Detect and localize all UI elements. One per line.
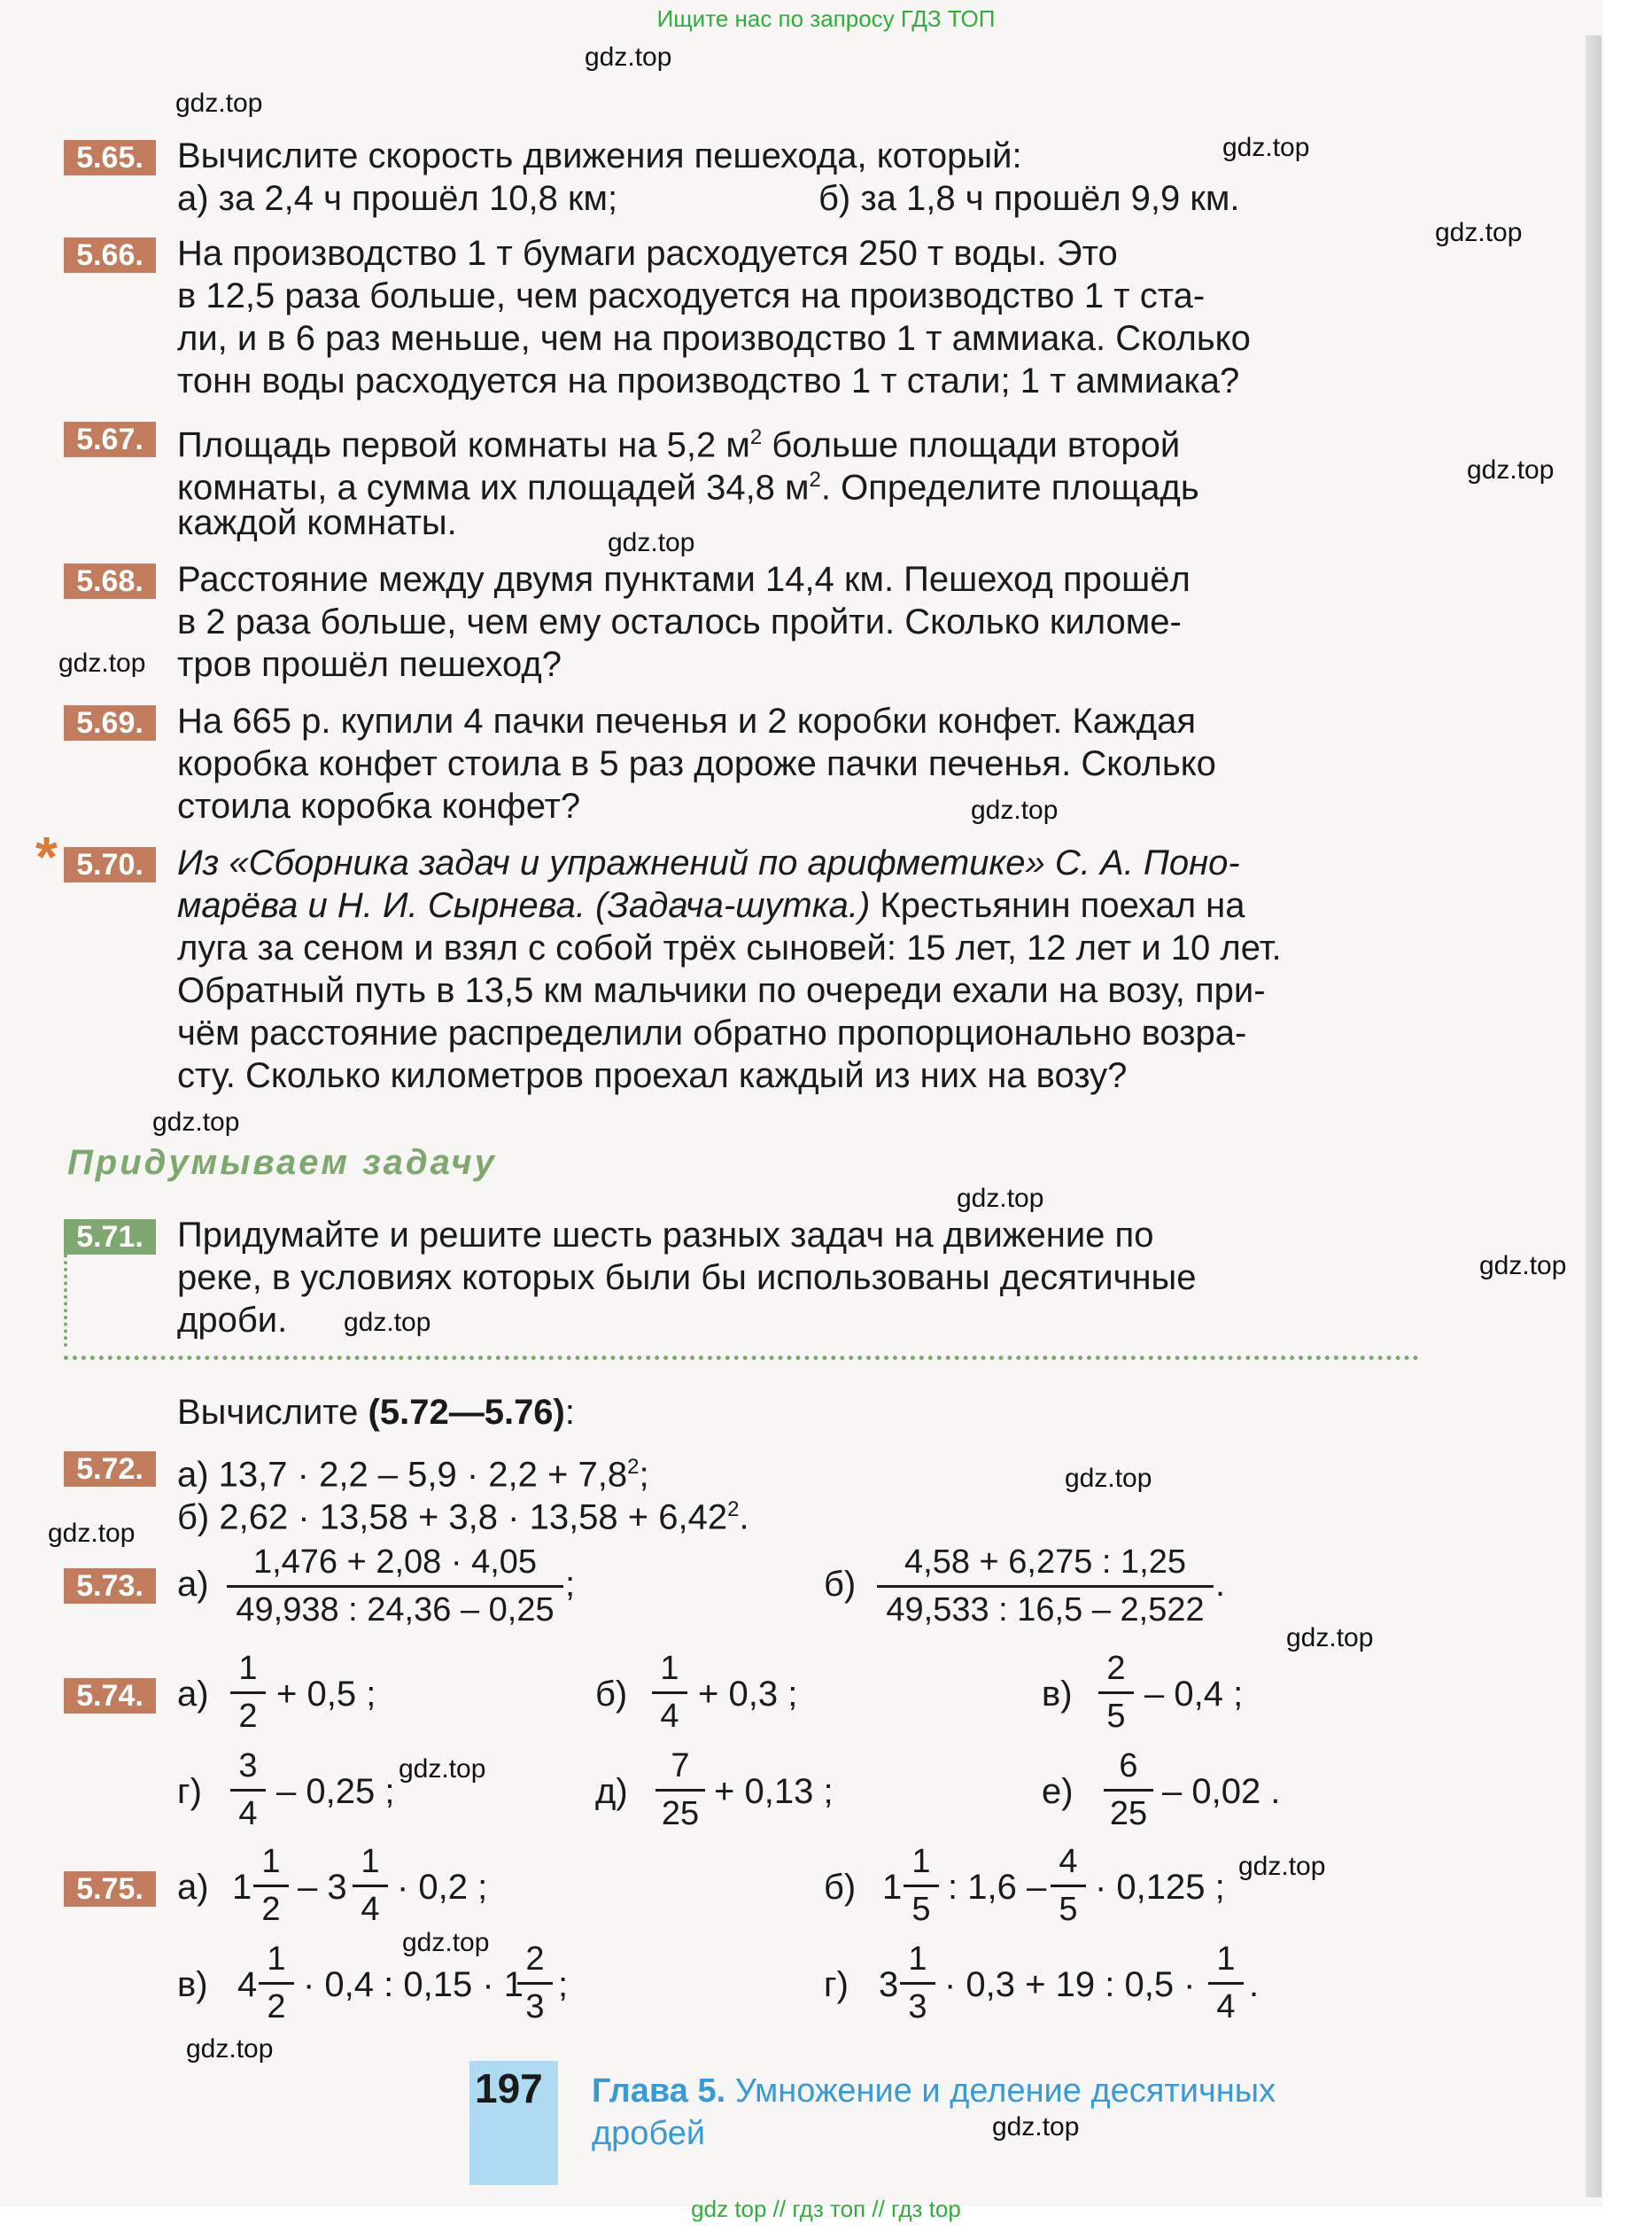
numerator: 1 bbox=[652, 1650, 687, 1694]
section-divider bbox=[64, 1356, 1419, 1360]
section-title: Придумываем задачу bbox=[67, 1143, 497, 1182]
whole-part: 1 bbox=[232, 1868, 252, 1907]
punctuation: . bbox=[1215, 1565, 1226, 1604]
watermark: gdz.top bbox=[58, 649, 146, 678]
text-segment: а) 13,7 · 2,2 – 5,9 · 2,2 + 7,8 bbox=[177, 1455, 628, 1495]
problem-text: Расстояние между двумя пунктами 14,4 км. Пешеход прошёл bbox=[177, 560, 1191, 599]
numerator: 7 bbox=[655, 1747, 705, 1792]
numerator: 4 bbox=[1051, 1843, 1086, 1887]
problem-text: в 12,5 раза больше, чем расходуется на производство 1 т ста- bbox=[177, 276, 1206, 315]
watermark: gdz.top bbox=[399, 1754, 486, 1784]
expression: · 0,125 ; bbox=[1095, 1868, 1225, 1907]
text-segment: ; bbox=[639, 1455, 649, 1495]
punctuation: ; bbox=[565, 1565, 576, 1604]
problem-number: 5.67. bbox=[64, 422, 156, 457]
problem-number: 5.65. bbox=[64, 140, 156, 175]
problem-text: сту. Сколько километров проехал каждый из них на возу? bbox=[177, 1056, 1128, 1095]
numerator: 1,476 + 2,08 · 4,05 bbox=[227, 1543, 563, 1588]
expression: · 0,3 + 19 : 0,5 · bbox=[944, 1965, 1196, 2004]
expression: · 0,4 : 0,15 · 1 bbox=[303, 1965, 524, 2004]
bottom-links[interactable]: gdz top // гдз топ // гдз top bbox=[691, 2196, 961, 2222]
denominator: 5 bbox=[911, 1891, 931, 1928]
fraction bbox=[227, 1543, 563, 1629]
problem-part-b: б) за 1,8 ч прошёл 9,9 км. bbox=[818, 179, 1240, 218]
numerator: 1 bbox=[353, 1843, 388, 1887]
numerator: 1 bbox=[900, 1940, 935, 1985]
problem-text: коробка конфет стоила в 5 раз дороже пачки печенья. Сколько bbox=[177, 744, 1216, 783]
problem-text: На 665 р. купили 4 пачки печенья и 2 коробки конфет. Каждая bbox=[177, 702, 1197, 741]
problem-number: 5.70. bbox=[64, 847, 156, 882]
expression: + 0,5 ; bbox=[276, 1675, 376, 1714]
problem-text: реке, в условиях которых были бы использованы десятичные bbox=[177, 1258, 1197, 1297]
part-label: б) bbox=[824, 1565, 857, 1604]
problem-source: марёва и Н. И. Сырнева. (Задача-шутка.) bbox=[177, 886, 871, 925]
page-edge bbox=[1586, 35, 1602, 2197]
chapter-title bbox=[592, 2070, 1276, 2155]
problem-text bbox=[177, 884, 1245, 927]
problem-number: 5.75. bbox=[64, 1871, 156, 1907]
numerator: 1 bbox=[253, 1843, 289, 1887]
expression: – 3 bbox=[298, 1868, 347, 1907]
problem-text: На производство 1 т бумаги расходуется 250 т воды. Это bbox=[177, 234, 1118, 273]
part-label: в) bbox=[177, 1965, 208, 2004]
fraction bbox=[259, 1940, 294, 2026]
problem-number: 5.74. bbox=[64, 1678, 156, 1714]
part-label: в) bbox=[1042, 1675, 1073, 1714]
denominator: 4 bbox=[361, 1891, 380, 1928]
text-segment: Крестьянин поехал на bbox=[870, 886, 1245, 925]
watermark: gdz.top bbox=[957, 1184, 1044, 1213]
problem-text: Обратный путь в 13,5 км мальчики по очереди ехали на возу, при- bbox=[177, 971, 1266, 1010]
denominator: 3 bbox=[525, 1988, 545, 2025]
numerator: 3 bbox=[230, 1747, 266, 1792]
part-label: б) bbox=[595, 1675, 628, 1714]
numerator: 6 bbox=[1104, 1747, 1153, 1792]
watermark: gdz.top bbox=[48, 1519, 136, 1548]
whole-part: 4 bbox=[237, 1965, 258, 2004]
problem-number: 5.71. bbox=[64, 1219, 156, 1255]
expression: : 1,6 – bbox=[948, 1868, 1047, 1907]
text-segment: б) 2,62 · 13,58 + 3,8 · 13,58 + 6,42 bbox=[177, 1497, 728, 1537]
problem-number: 5.69. bbox=[64, 705, 156, 741]
superscript: 2 bbox=[749, 425, 763, 449]
superscript: 2 bbox=[727, 1497, 740, 1521]
fraction bbox=[1051, 1843, 1086, 1929]
fraction bbox=[904, 1843, 939, 1929]
expression: · 0,2 ; bbox=[397, 1868, 488, 1907]
expression-b bbox=[177, 1489, 749, 1538]
fraction bbox=[1208, 1940, 1244, 2026]
problem-text: стоила коробка конфет? bbox=[177, 787, 581, 826]
problem-number: 5.73. bbox=[64, 1568, 156, 1604]
whole-part: 1 bbox=[882, 1868, 903, 1907]
part-label: г) bbox=[824, 1965, 849, 2004]
problem-range: (5.72—5.76) bbox=[368, 1393, 565, 1432]
watermark: gdz.top bbox=[344, 1308, 431, 1337]
expression: – 0,25 ; bbox=[276, 1772, 395, 1811]
part-label: е) bbox=[1042, 1772, 1074, 1811]
superscript: 2 bbox=[627, 1455, 640, 1479]
denominator: 25 bbox=[661, 1795, 700, 1832]
text-segment: больше площади второй bbox=[762, 425, 1181, 465]
top-banner[interactable]: Ищите нас по запросу ГДЗ ТОП bbox=[656, 5, 996, 32]
text-segment: Умножение и деление десятичных bbox=[725, 2072, 1276, 2110]
text-segment: дробей bbox=[592, 2115, 706, 2152]
page-number: 197 bbox=[475, 2065, 543, 2111]
numerator: 4,58 + 6,275 : 1,25 bbox=[877, 1543, 1214, 1588]
part-label: д) bbox=[595, 1772, 628, 1811]
problem-text: дроби. bbox=[177, 1301, 288, 1340]
fraction bbox=[1098, 1650, 1134, 1736]
problem-text: чём расстояние распределили обратно пропорционально возра- bbox=[177, 1014, 1247, 1053]
denominator: 4 bbox=[660, 1698, 679, 1735]
fraction bbox=[877, 1543, 1214, 1629]
expression: + 0,3 ; bbox=[698, 1675, 798, 1714]
denominator: 49,938 : 24,36 – 0,25 bbox=[236, 1591, 555, 1629]
whole-part: 3 bbox=[879, 1965, 899, 2004]
fraction bbox=[900, 1940, 935, 2026]
text-segment: . Определите площадь bbox=[820, 468, 1199, 508]
part-label: г) bbox=[177, 1772, 202, 1811]
watermark: gdz.top bbox=[585, 43, 672, 72]
watermark: gdz.top bbox=[608, 528, 695, 557]
problem-number: 5.68. bbox=[64, 564, 156, 599]
punctuation: . bbox=[1249, 1965, 1260, 2004]
denominator: 5 bbox=[1059, 1891, 1078, 1928]
watermark: gdz.top bbox=[1065, 1464, 1152, 1493]
superscript: 2 bbox=[809, 468, 821, 492]
problem-number: 5.66. bbox=[64, 237, 156, 273]
problem-source: Из «Сборника задач и упражнений по арифметике» С. А. Поно- bbox=[177, 843, 1240, 882]
section-border bbox=[64, 1240, 71, 1347]
part-label: а) bbox=[177, 1675, 209, 1714]
denominator: 2 bbox=[261, 1891, 281, 1928]
denominator: 2 bbox=[267, 1988, 286, 2025]
fraction bbox=[655, 1747, 705, 1833]
watermark: gdz.top bbox=[1238, 1852, 1326, 1881]
fraction bbox=[517, 1940, 553, 2026]
watermark: gdz.top bbox=[186, 2034, 274, 2064]
denominator: 25 bbox=[1109, 1795, 1148, 1832]
expression: + 0,13 ; bbox=[714, 1772, 834, 1811]
denominator: 2 bbox=[238, 1698, 258, 1735]
denominator: 4 bbox=[1216, 1988, 1236, 2025]
numerator: 1 bbox=[259, 1940, 294, 1985]
problem-text: тонн воды расходуется на производство 1 т стали; 1 т аммиака? bbox=[177, 361, 1240, 400]
watermark: gdz.top bbox=[152, 1108, 240, 1137]
fraction bbox=[353, 1843, 388, 1929]
fraction bbox=[230, 1747, 266, 1833]
denominator: 4 bbox=[238, 1795, 258, 1832]
watermark: gdz.top bbox=[1286, 1623, 1374, 1652]
numerator: 1 bbox=[230, 1650, 266, 1694]
text-segment: . bbox=[739, 1497, 749, 1537]
numerator: 1 bbox=[904, 1843, 939, 1887]
fraction bbox=[230, 1650, 266, 1736]
chapter-label: Глава 5. bbox=[592, 2072, 726, 2110]
text-segment: : bbox=[564, 1393, 575, 1432]
problem-part-a: а) за 2,4 ч прошёл 10,8 км; bbox=[177, 179, 618, 218]
text-segment: Площадь первой комнаты на 5,2 м bbox=[177, 425, 750, 465]
problem-text: Придумайте и решите шесть разных задач на движение по bbox=[177, 1216, 1154, 1255]
numerator: 2 bbox=[1098, 1650, 1134, 1694]
problem-text: каждой комнаты. bbox=[177, 503, 457, 542]
punctuation: ; bbox=[558, 1965, 569, 2004]
watermark: gdz.top bbox=[175, 89, 263, 118]
asterisk-icon: * bbox=[35, 825, 58, 889]
watermark: gdz.top bbox=[971, 796, 1059, 825]
watermark: gdz.top bbox=[402, 1928, 490, 1957]
watermark: gdz.top bbox=[1479, 1251, 1567, 1280]
text-segment: комнаты, а сумма их площадей 34,8 м bbox=[177, 468, 810, 508]
watermark: gdz.top bbox=[1435, 218, 1523, 247]
problem-text: в 2 раза больше, чем ему осталось пройти. Сколько киломе- bbox=[177, 602, 1182, 641]
fraction bbox=[253, 1843, 289, 1929]
numerator: 1 bbox=[1208, 1940, 1244, 1985]
problem-text: тров прошёл пешеход? bbox=[177, 645, 562, 684]
part-label: а) bbox=[177, 1565, 209, 1604]
part-label: а) bbox=[177, 1868, 209, 1907]
fraction bbox=[652, 1650, 687, 1736]
denominator: 49,533 : 16,5 – 2,522 bbox=[886, 1591, 1205, 1629]
numerator: 2 bbox=[517, 1940, 553, 1985]
expression: – 0,4 ; bbox=[1144, 1675, 1244, 1714]
denominator: 5 bbox=[1106, 1698, 1126, 1735]
problem-text: луга за сеном и взял с собой трёх сыновей: 15 лет, 12 лет и 10 лет. bbox=[177, 929, 1282, 968]
watermark: gdz.top bbox=[1467, 455, 1555, 485]
problem-text: Вычислите скорость движения пешехода, который: bbox=[177, 136, 1022, 175]
text-segment: Вычислите bbox=[177, 1393, 368, 1432]
fraction bbox=[1104, 1747, 1153, 1833]
problem-number: 5.72. bbox=[64, 1451, 156, 1487]
problem-text: ли, и в 6 раз меньше, чем на производство 1 т аммиака. Сколько bbox=[177, 319, 1251, 358]
watermark: gdz.top bbox=[1222, 133, 1310, 162]
part-label: б) bbox=[824, 1868, 857, 1907]
expression: – 0,02 . bbox=[1162, 1772, 1281, 1811]
compute-instruction bbox=[177, 1391, 575, 1434]
denominator: 3 bbox=[908, 1988, 927, 2025]
watermark: gdz.top bbox=[992, 2112, 1080, 2142]
